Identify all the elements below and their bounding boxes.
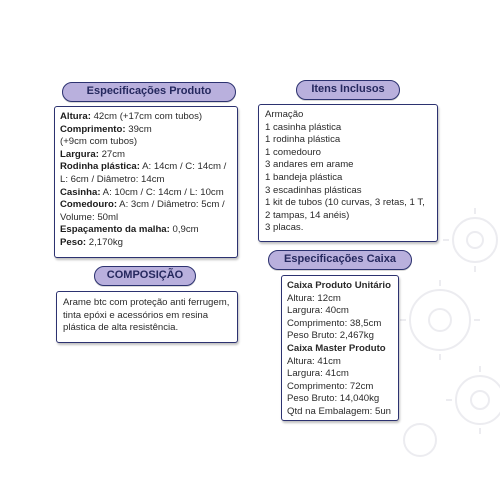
caixa-spec-row: Comprimento: 72cm [287, 380, 374, 392]
produto-spec-row [60, 187, 232, 200]
list-item: 1 comedouro [265, 146, 321, 158]
produto-spec-row [60, 124, 232, 137]
produto-spec-row [60, 161, 232, 186]
spec-label: Peso: [60, 236, 87, 248]
produto-spec-row [60, 224, 232, 237]
spec-value: 2,170kg [86, 236, 123, 248]
caixa-spec-row: Peso Bruto: 14,040kg [287, 393, 380, 405]
caixa-box [281, 275, 399, 421]
caixa-unit-rows [287, 293, 393, 343]
produto-spec-row [60, 149, 232, 162]
produto-specs-box [54, 106, 238, 258]
spec-value: A: 14cm / C: 14cm / L: 6cm / Diâmetro: 14cm [60, 161, 227, 185]
spec-value: 39cm [125, 123, 152, 135]
composicao-title-pill [94, 266, 196, 286]
spec-value: (+9cm com tubos) [60, 136, 138, 148]
caixa-spec-row: Altura: 41cm [287, 355, 341, 367]
composicao-title: COMPOSIÇÃO [106, 269, 184, 281]
caixa-spec-row: Qtd na Embalagem: 5un [287, 405, 391, 417]
spec-label: Rodinha plástica: [60, 161, 140, 173]
spec-value: 27cm [98, 148, 126, 160]
produto-spec-row [60, 237, 232, 250]
spec-value: 42cm (+17cm com tubos) [90, 111, 203, 122]
spec-label: Comprimento: [60, 123, 126, 135]
list-item: 3 escadinhas plásticas [265, 184, 362, 196]
caixa-spec-row: Altura: 12cm [287, 292, 341, 304]
produto-rows [60, 111, 232, 250]
caixa-title: Especificações Caixa [284, 253, 396, 265]
caixa-unit-title: Caixa Produto Unitário [287, 280, 391, 291]
spec-value: 0,9cm [169, 224, 199, 236]
caixa-title-pill [268, 250, 412, 270]
produto-title: Especificações Produto [86, 85, 212, 97]
list-item: 1 kit de tubos (10 curvas, 3 retas, 1 T, 2 tampas, 14 anéis) [265, 197, 425, 221]
spec-label: Espaçamento da malha: [60, 224, 170, 236]
spec-label: Comedouro: [60, 199, 118, 211]
list-item: 1 rodinha plástica [265, 134, 341, 146]
produto-spec-row [60, 111, 232, 124]
composicao-box [56, 291, 238, 343]
list-item: 1 bandeja plástica [265, 171, 343, 183]
spec-value: A: 3cm / Diâmetro: 5cm / Volume: 50ml [60, 199, 225, 223]
list-item: 3 placas. [265, 222, 304, 234]
caixa-master-rows [287, 356, 393, 419]
caixa-spec-row: Largura: 40cm [287, 305, 349, 317]
itens-list [265, 109, 431, 235]
list-item: 3 andares em arame [265, 159, 354, 171]
spec-label: Casinha: [60, 186, 101, 198]
produto-spec-row [60, 199, 232, 224]
produto-spec-row [60, 136, 232, 149]
itens-title: Itens Inclusos [311, 83, 385, 95]
list-item: Armação [265, 109, 304, 120]
caixa-spec-row: Peso Bruto: 2,467kg [287, 330, 374, 342]
caixa-spec-row: Comprimento: 38,5cm [287, 317, 382, 329]
spec-label: Largura: [60, 148, 99, 160]
itens-title-pill [296, 80, 400, 100]
produto-title-pill [62, 82, 236, 102]
composicao-text: Arame btc com proteção anti ferrugem, tinta epóxi e acessórios em resina plástica de alta resistência. [63, 297, 230, 334]
caixa-spec-row: Largura: 41cm [287, 368, 349, 380]
caixa-master-title: Caixa Master Produto [287, 342, 386, 354]
spec-value: A: 10cm / C: 14cm / L: 10cm [100, 186, 224, 198]
spec-label: Altura: [60, 111, 91, 122]
itens-box [258, 104, 438, 242]
list-item: 1 casinha plástica [265, 121, 342, 133]
